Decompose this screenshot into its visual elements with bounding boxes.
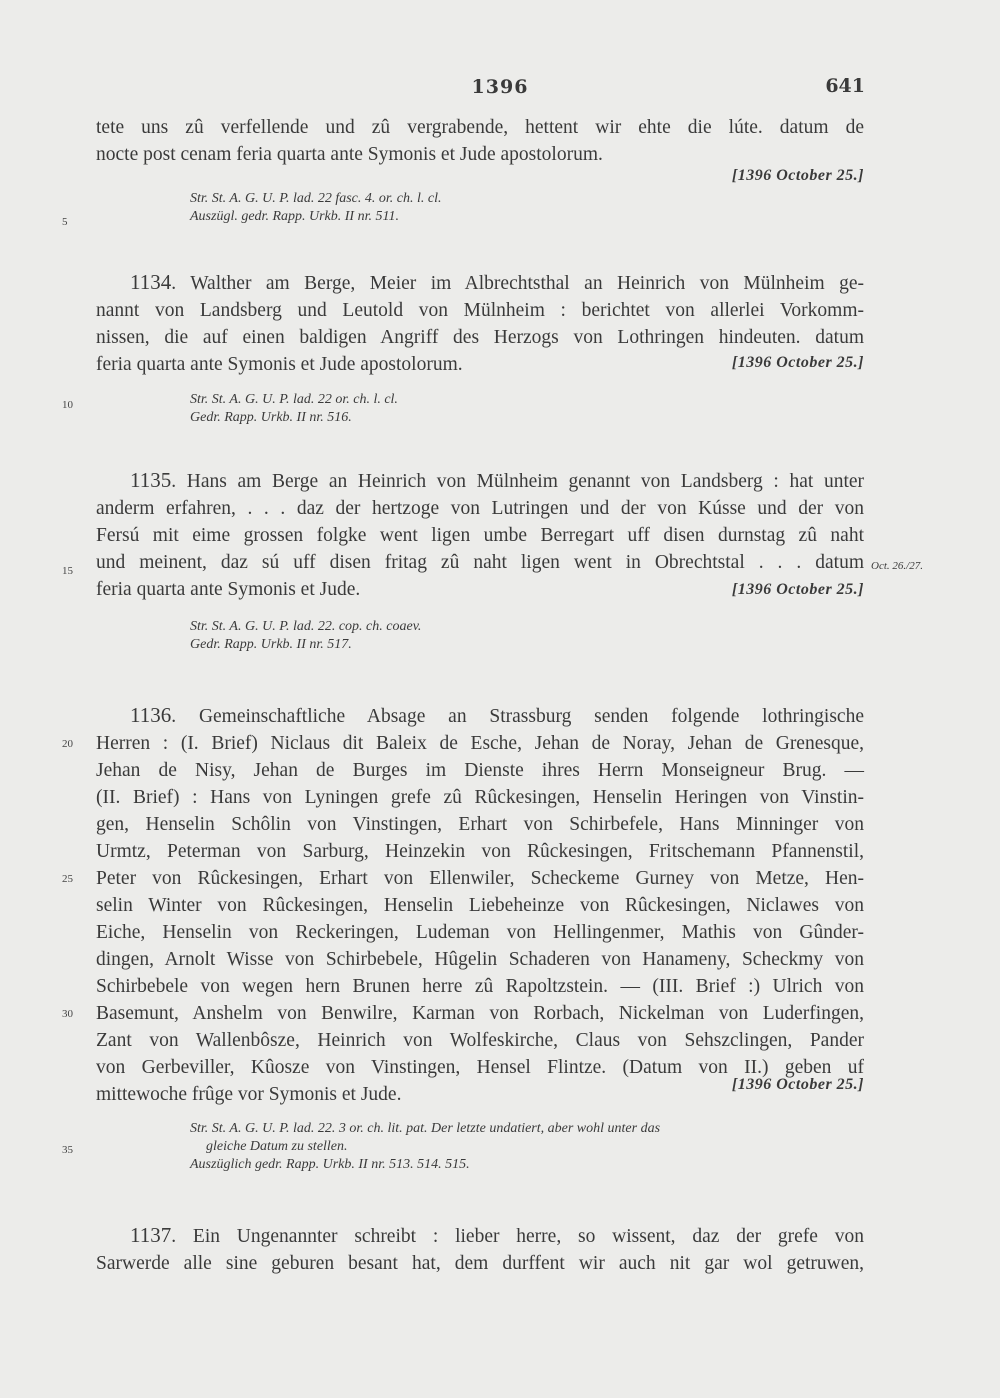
text-line: gen, Henselin Schôlin von Vinstingen, Erhart von Schirbefele, Hans Minninger von	[96, 814, 864, 835]
entry-1136-sources	[190, 1120, 866, 1174]
text-line: mittewoche frûge vor Symonis et Jude.	[96, 1084, 402, 1105]
entry-1134-sources	[190, 391, 866, 427]
text-line: Schirbebele von wegen hern Brunen herre zû Rapoltzstein. — (III. Brief :) Ulrich von	[96, 976, 864, 997]
entry-1135-date: [1396 October 25.]	[731, 581, 864, 598]
text-line: 1137. Ein Ungenannter schreibt : lieber herre, so wissent, daz der grefe von	[130, 1223, 865, 1247]
text-line: Basemunt, Anshelm von Benwilre, Karman von Rorbach, Nickelman von Luderfingen,	[96, 1003, 864, 1024]
text-line: und meinent, daz sú uff disen fritag zû naht ligen went in Obrechtstal . . . datum	[96, 552, 864, 573]
line-number: 10	[62, 399, 73, 411]
line-number: 20	[62, 738, 73, 750]
text-line: Jehan de Nisy, Jehan de Burges im Dienste ihres Herrn Monseigneur Brug. —	[96, 760, 864, 781]
source-line: Auszüglich gedr. Rapp. Urkb. II nr. 513. 514. 515.	[190, 1157, 470, 1172]
text-line: tete uns zû verfellende und zû vergrabende, hettent wir ehte die lúte. datum de	[96, 117, 864, 138]
entry-prev-text	[96, 114, 864, 168]
entry-1135-sources	[190, 618, 866, 654]
text-line-content: Gemeinschaftliche Absage an Strassburg senden folgende lothringische	[198, 706, 864, 727]
text-line: Herren : (I. Brief) Niclaus dit Baleix de Esche, Jehan de Noray, Jehan de Grenesque,	[96, 733, 864, 754]
text-line: dingen, Arnolt Wisse von Schirbebele, Hûgelin Schaderen von Hanameny, Scheckmy von	[96, 949, 864, 970]
entry-number: 1134	[130, 270, 172, 294]
entry-number: 1136	[130, 703, 172, 727]
text-line-content: Hans am Berge an Heinrich von Mülnheim genannt von Landsberg : hat unter	[186, 471, 865, 492]
text-line: nocte post cenam feria quarta ante Symonis et Jude apostolorum.	[96, 144, 603, 165]
line-number: 15	[62, 565, 73, 577]
text-line: 1135. Hans am Berge an Heinrich von Mülnheim genannt von Landsberg : hat unter	[130, 468, 865, 492]
text-line: Eiche, Henselin von Reckeringen, Ludeman von Hellingenmer, Mathis von Gûnder-	[96, 922, 864, 943]
text-line: feria quarta ante Symonis et Jude.	[96, 579, 361, 600]
source-line: Str. St. A. G. U. P. lad. 22. 3 or. ch. lit. pat. Der letzte undatiert, aber wohl unter das	[190, 1121, 661, 1136]
source-line: Str. St. A. G. U. P. lad. 22. cop. ch. coaev.	[190, 619, 422, 634]
text-line: 1136. Gemeinschaftliche Absage an Strassburg senden folgende lothringische	[130, 703, 864, 727]
margin-note: Oct. 26./27.	[871, 560, 923, 572]
source-line: Str. St. A. G. U. P. lad. 22 or. ch. l. cl.	[190, 392, 398, 407]
text-line: (II. Brief) : Hans von Lyningen grefe zû Rûckesingen, Henselin Heringen von Vinstin-	[96, 787, 864, 808]
entry-1136-date: [1396 October 25.]	[731, 1076, 864, 1093]
source-line: gleiche Datum zu stellen.	[206, 1139, 348, 1154]
entry-number: 1137	[130, 1223, 172, 1247]
entry-number: 1135	[130, 468, 172, 492]
entry-prev-sources	[190, 190, 866, 226]
text-line: Zant von Wallenbôsze, Heinrich von Wolfeskirche, Claus von Sehszclingen, Pander	[96, 1030, 864, 1051]
text-line: feria quarta ante Symonis et Jude apostolorum.	[96, 354, 463, 375]
entry-1137-text	[96, 1222, 864, 1277]
text-line: Fersú mit eime grossen folgke went ligen umbe Berregart uff disen durnstag zû naht	[96, 525, 864, 546]
text-line: Sarwerde alle sine geburen besant hat, dem durffent wir auch nit gar wol getruwen,	[96, 1253, 864, 1274]
text-line: anderm erfahren, . . . daz der hertzoge von Lutringen und der von Kússe und der von	[96, 498, 864, 519]
source-line: Auszügl. gedr. Rapp. Urkb. II nr. 511.	[190, 209, 399, 224]
text-line: Peter von Rûckesingen, Erhart von Ellenwiler, Scheckeme Gurney von Metze, Hen-	[96, 868, 864, 889]
text-line: selin Winter von Rûckesingen, Henselin Liebeheinze von Rûckesingen, Niclawes von	[96, 895, 864, 916]
text-line: Urmtz, Peterman von Sarburg, Heinzekin von Rûckesingen, Fritschemann Pfannenstil,	[96, 841, 864, 862]
source-line: Str. St. A. G. U. P. lad. 22 fasc. 4. or. ch. l. cl.	[190, 191, 442, 206]
page-number: 641	[825, 75, 865, 97]
source-line: Gedr. Rapp. Urkb. II nr. 516.	[190, 410, 352, 425]
text-line: 1134. Walther am Berge, Meier im Albrechtsthal an Heinrich von Mülnheim ge-	[130, 270, 865, 294]
line-number: 30	[62, 1008, 73, 1020]
text-line-content: Walther am Berge, Meier im Albrechtsthal an Heinrich von Mülnheim ge-	[190, 273, 865, 294]
text-line: von Gerbeviller, Kûosze von Vinstingen, Hensel Flintze. (Datum von II.) geben uf	[96, 1057, 864, 1078]
text-line-content: Ein Ungenannter schreibt : lieber herre, so wissent, daz der grefe von	[192, 1226, 865, 1247]
entry-1134-date: [1396 October 25.]	[731, 354, 864, 371]
text-line: nissen, die auf einen baldigen Angriff des Herzogs von Lothringen hindeuten. datum	[96, 327, 864, 348]
text-line: nannt von Landsberg und Leutold von Mülnheim : berichtet von allerlei Vorkomm-	[96, 300, 864, 321]
entry-1136-text	[96, 702, 864, 1108]
entry-prev-date: [1396 October 25.]	[731, 167, 864, 184]
source-line: Gedr. Rapp. Urkb. II nr. 517.	[190, 637, 352, 652]
page-header-year: 1396	[471, 76, 529, 98]
line-number: 35	[62, 1144, 73, 1156]
line-number: 25	[62, 873, 73, 885]
line-number: 5	[62, 216, 68, 228]
